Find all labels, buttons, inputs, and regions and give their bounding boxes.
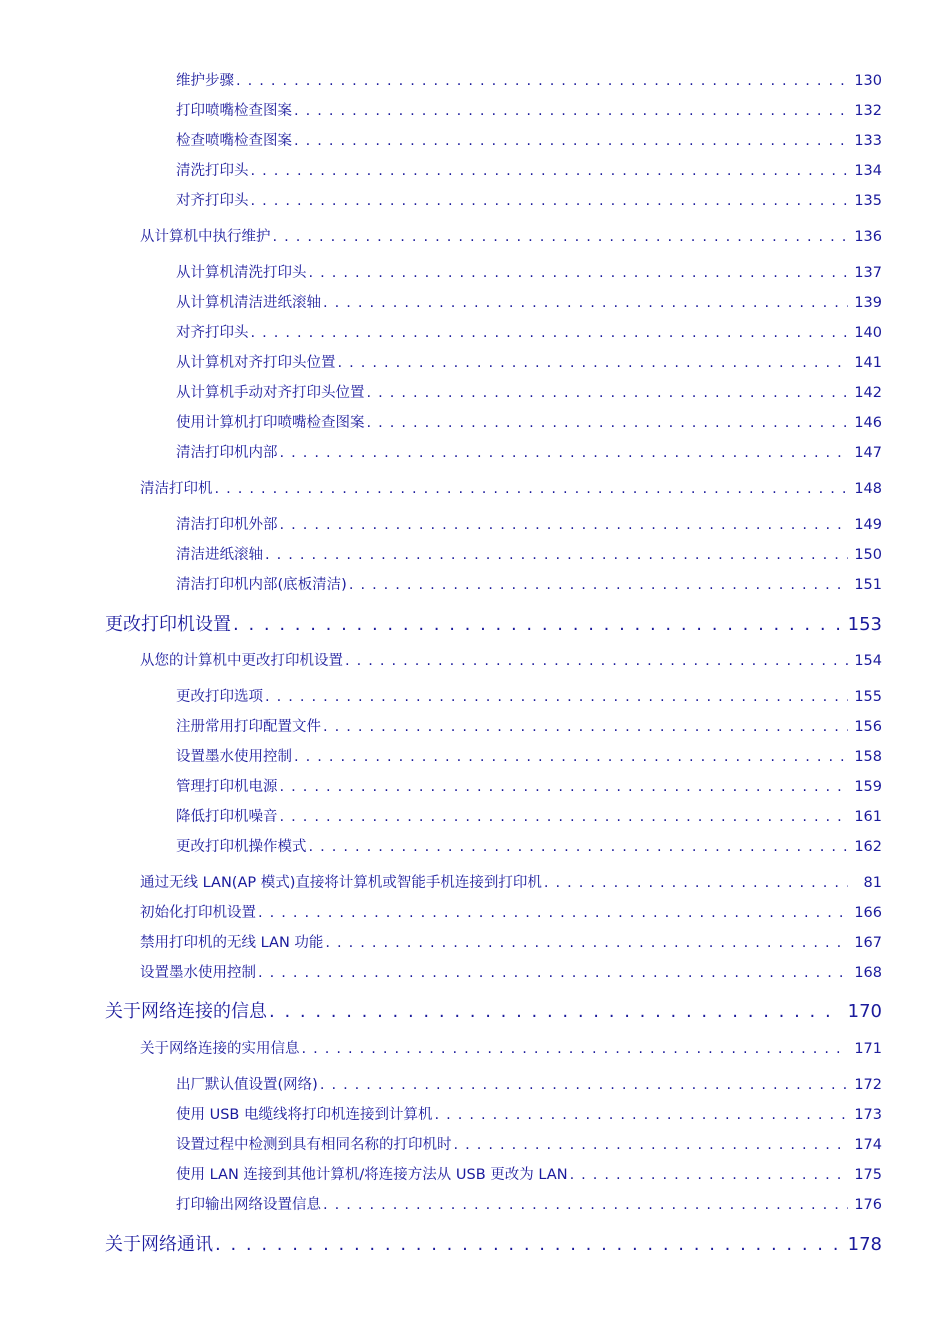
toc-entry-print-network-info[interactable] bbox=[176, 1193, 882, 1215]
dot-leader bbox=[454, 1137, 849, 1153]
toc-entry-page: 148 bbox=[854, 481, 882, 497]
toc-entry-title: 通过无线 LAN(AP 模式)直接将计算机或智能手机连接到打印机 bbox=[140, 875, 542, 891]
toc-entry-manage-power[interactable] bbox=[176, 775, 882, 797]
toc-entry-title: 对齐打印头 bbox=[176, 193, 249, 209]
toc-entry-factory-defaults[interactable] bbox=[176, 1073, 882, 1095]
toc-entry-nozzle-check-from-computer[interactable] bbox=[176, 411, 882, 433]
toc-entry-page: 166 bbox=[854, 905, 882, 921]
toc-entry-ink-usage-control-2[interactable] bbox=[140, 961, 882, 983]
toc-entry-page: 162 bbox=[854, 839, 882, 855]
toc-entry-change-operation-mode[interactable] bbox=[176, 835, 882, 857]
toc-entry-clean-printer-inside[interactable] bbox=[176, 441, 882, 463]
dot-leader bbox=[349, 577, 848, 593]
toc-entry-page: 176 bbox=[854, 1197, 882, 1213]
dot-leader bbox=[215, 481, 849, 497]
toc-entry-ink-usage-control[interactable] bbox=[176, 745, 882, 767]
toc-entry-bottom-plate-cleaning[interactable] bbox=[176, 573, 882, 595]
toc-entry-title: 清洁打印机 bbox=[140, 481, 213, 497]
toc-entry-title: 关于网络连接的信息 bbox=[105, 1001, 267, 1022]
toc-entry-disable-wireless-lan[interactable] bbox=[140, 931, 882, 953]
toc-entry-usb-connection[interactable] bbox=[176, 1103, 882, 1125]
toc-entry-page: 154 bbox=[854, 653, 882, 669]
toc-entry-title: 使用计算机打印喷嘴检查图案 bbox=[176, 415, 365, 431]
dot-leader bbox=[269, 1001, 842, 1022]
dot-leader bbox=[233, 614, 842, 635]
toc-entry-page: 147 bbox=[854, 445, 882, 461]
dot-leader bbox=[294, 133, 848, 149]
toc-entry-title: 管理打印机电源 bbox=[176, 779, 278, 795]
dot-leader bbox=[570, 1167, 848, 1183]
dot-leader bbox=[323, 1197, 848, 1213]
toc-section-network-communication[interactable] bbox=[105, 1230, 882, 1256]
dot-leader bbox=[236, 73, 848, 89]
toc-entry-clean-printer[interactable] bbox=[140, 477, 882, 499]
toc-entry-title: 使用 USB 电缆线将打印机连接到计算机 bbox=[176, 1107, 433, 1123]
dot-leader bbox=[345, 653, 848, 669]
toc-entry-title: 关于网络通讯 bbox=[105, 1234, 213, 1255]
toc-entry-page: 170 bbox=[847, 1001, 882, 1022]
toc-entry-change-print-options[interactable] bbox=[176, 685, 882, 707]
toc-entry-page: 175 bbox=[854, 1167, 882, 1183]
dot-leader bbox=[309, 839, 849, 855]
toc-entry-page: 140 bbox=[854, 325, 882, 341]
dot-leader bbox=[251, 325, 849, 341]
toc-entry-page: 159 bbox=[854, 779, 882, 795]
dot-leader bbox=[323, 295, 848, 311]
dot-leader bbox=[309, 265, 849, 281]
dot-leader bbox=[265, 689, 848, 705]
toc-entry-page: 132 bbox=[854, 103, 882, 119]
toc-entry-title: 关于网络连接的实用信息 bbox=[140, 1041, 300, 1057]
toc-entry-clean-feed-roller[interactable] bbox=[176, 543, 882, 565]
toc-entry-page: 156 bbox=[854, 719, 882, 735]
toc-entry-title: 设置过程中检测到具有相同名称的打印机时 bbox=[176, 1137, 452, 1153]
dot-leader bbox=[215, 1234, 842, 1255]
toc-entry-title: 更改打印机设置 bbox=[105, 614, 231, 635]
toc-entry-page: 136 bbox=[854, 229, 882, 245]
toc-entry-title: 清洁打印机外部 bbox=[176, 517, 278, 533]
toc-entry-align-head-position[interactable] bbox=[176, 351, 882, 373]
toc-entry-title: 更改打印机操作模式 bbox=[176, 839, 307, 855]
dot-leader bbox=[251, 193, 849, 209]
toc-entry-clean-print-head[interactable] bbox=[176, 159, 882, 181]
toc-entry-title: 初始化打印机设置 bbox=[140, 905, 256, 921]
toc-entry-register-profile[interactable] bbox=[176, 715, 882, 737]
dot-leader bbox=[280, 809, 849, 825]
toc-entry-title: 设置墨水使用控制 bbox=[176, 749, 292, 765]
toc-entry-page: 151 bbox=[854, 577, 882, 593]
toc-entry-page: 81 bbox=[863, 875, 882, 891]
toc-entry-reduce-noise[interactable] bbox=[176, 805, 882, 827]
toc-entry-title: 出厂默认值设置(网络) bbox=[176, 1077, 318, 1093]
dot-leader bbox=[544, 875, 848, 891]
toc-entry-usb-to-lan[interactable] bbox=[176, 1163, 882, 1185]
dot-leader bbox=[323, 719, 848, 735]
toc-entry-clean-printer-outside[interactable] bbox=[176, 513, 882, 535]
toc-entry-page: 168 bbox=[854, 965, 882, 981]
toc-entry-title: 禁用打印机的无线 LAN 功能 bbox=[140, 935, 324, 951]
toc-entry-title: 从计算机中执行维护 bbox=[140, 229, 271, 245]
toc-entry-page: 150 bbox=[854, 547, 882, 563]
toc-section-network-info[interactable] bbox=[105, 997, 882, 1023]
toc-entry-title: 对齐打印头 bbox=[176, 325, 249, 341]
toc-entry-title: 更改打印选项 bbox=[176, 689, 263, 705]
toc-entry-clean-head-from-computer[interactable] bbox=[176, 261, 882, 283]
toc-entry-title: 注册常用打印配置文件 bbox=[176, 719, 321, 735]
toc-entry-same-name-printer[interactable] bbox=[176, 1133, 882, 1155]
toc-entry-title: 降低打印机噪音 bbox=[176, 809, 278, 825]
toc-entry-page: 142 bbox=[854, 385, 882, 401]
dot-leader bbox=[302, 1041, 849, 1057]
dot-leader bbox=[280, 779, 849, 795]
toc-entry-title: 清洗打印头 bbox=[176, 163, 249, 179]
toc-entry-align-print-head[interactable] bbox=[176, 189, 882, 211]
toc-entry-page: 178 bbox=[847, 1234, 882, 1255]
dot-leader bbox=[338, 355, 849, 371]
toc-entry-title: 从计算机对齐打印头位置 bbox=[176, 355, 336, 371]
toc-entry-page: 174 bbox=[854, 1137, 882, 1153]
toc-entry-page: 149 bbox=[854, 517, 882, 533]
toc-entry-page: 172 bbox=[854, 1077, 882, 1093]
dot-leader bbox=[273, 229, 849, 245]
toc-entry-align-print-head-2[interactable] bbox=[176, 321, 882, 343]
toc-entry-title: 从您的计算机中更改打印机设置 bbox=[140, 653, 343, 669]
toc-entry-title: 检查喷嘴检查图案 bbox=[176, 133, 292, 149]
toc-entry-page: 153 bbox=[847, 614, 882, 635]
toc-entry-page: 173 bbox=[854, 1107, 882, 1123]
toc-entry-title: 清洁打印机内部(底板清洁) bbox=[176, 577, 347, 593]
dot-leader bbox=[258, 905, 848, 921]
toc-entry-print-nozzle-check[interactable] bbox=[176, 99, 882, 121]
toc-entry-page: 158 bbox=[854, 749, 882, 765]
toc-entry-maintenance-steps[interactable] bbox=[176, 69, 882, 91]
dot-leader bbox=[325, 935, 848, 951]
toc-entry-page: 130 bbox=[854, 73, 882, 89]
toc-entry-page: 146 bbox=[854, 415, 882, 431]
toc-section-change-printer-settings[interactable] bbox=[105, 610, 882, 636]
toc-entry-title: 打印喷嘴检查图案 bbox=[176, 103, 292, 119]
toc-entry-page: 134 bbox=[854, 163, 882, 179]
toc-entry-title: 清洁进纸滚轴 bbox=[176, 547, 263, 563]
toc-entry-change-settings-from-computer[interactable] bbox=[140, 649, 882, 671]
toc-entry-title: 使用 LAN 连接到其他计算机/将连接方法从 USB 更改为 LAN bbox=[176, 1167, 568, 1183]
toc-entry-title: 维护步骤 bbox=[176, 73, 234, 89]
dot-leader bbox=[367, 385, 849, 401]
dot-leader bbox=[434, 1107, 848, 1123]
toc-entry-initialize-settings[interactable] bbox=[140, 901, 882, 923]
toc-entry-title: 从计算机手动对齐打印头位置 bbox=[176, 385, 365, 401]
toc-entry-page: 133 bbox=[854, 133, 882, 149]
dot-leader bbox=[280, 517, 849, 533]
toc-entry-page: 171 bbox=[854, 1041, 882, 1057]
toc-entry-clean-roller-from-computer[interactable] bbox=[176, 291, 882, 313]
toc-entry-title: 从计算机清洁进纸滚轴 bbox=[176, 295, 321, 311]
toc-entry-page: 161 bbox=[854, 809, 882, 825]
dot-leader bbox=[367, 415, 849, 431]
toc-entry-title: 从计算机清洗打印头 bbox=[176, 265, 307, 281]
dot-leader bbox=[280, 445, 849, 461]
toc-entry-manual-align-head[interactable] bbox=[176, 381, 882, 403]
toc-entry-page: 141 bbox=[854, 355, 882, 371]
toc-entry-title: 打印输出网络设置信息 bbox=[176, 1197, 321, 1213]
toc-entry-ap-mode-connection[interactable] bbox=[140, 871, 882, 893]
dot-leader bbox=[251, 163, 849, 179]
toc-entry-page: 135 bbox=[854, 193, 882, 209]
dot-leader bbox=[294, 749, 848, 765]
dot-leader bbox=[294, 103, 848, 119]
dot-leader bbox=[258, 965, 848, 981]
toc-entry-maintenance-from-computer[interactable] bbox=[140, 225, 882, 247]
toc-entry-page: 167 bbox=[854, 935, 882, 951]
toc-entry-examine-nozzle-check[interactable] bbox=[176, 129, 882, 151]
toc-entry-title: 清洁打印机内部 bbox=[176, 445, 278, 461]
dot-leader bbox=[265, 547, 848, 563]
toc-entry-page: 137 bbox=[854, 265, 882, 281]
toc-entry-page: 139 bbox=[854, 295, 882, 311]
dot-leader bbox=[320, 1077, 848, 1093]
toc-entry-title: 设置墨水使用控制 bbox=[140, 965, 256, 981]
toc-entry-page: 155 bbox=[854, 689, 882, 705]
toc-entry-network-useful-info[interactable] bbox=[140, 1037, 882, 1059]
